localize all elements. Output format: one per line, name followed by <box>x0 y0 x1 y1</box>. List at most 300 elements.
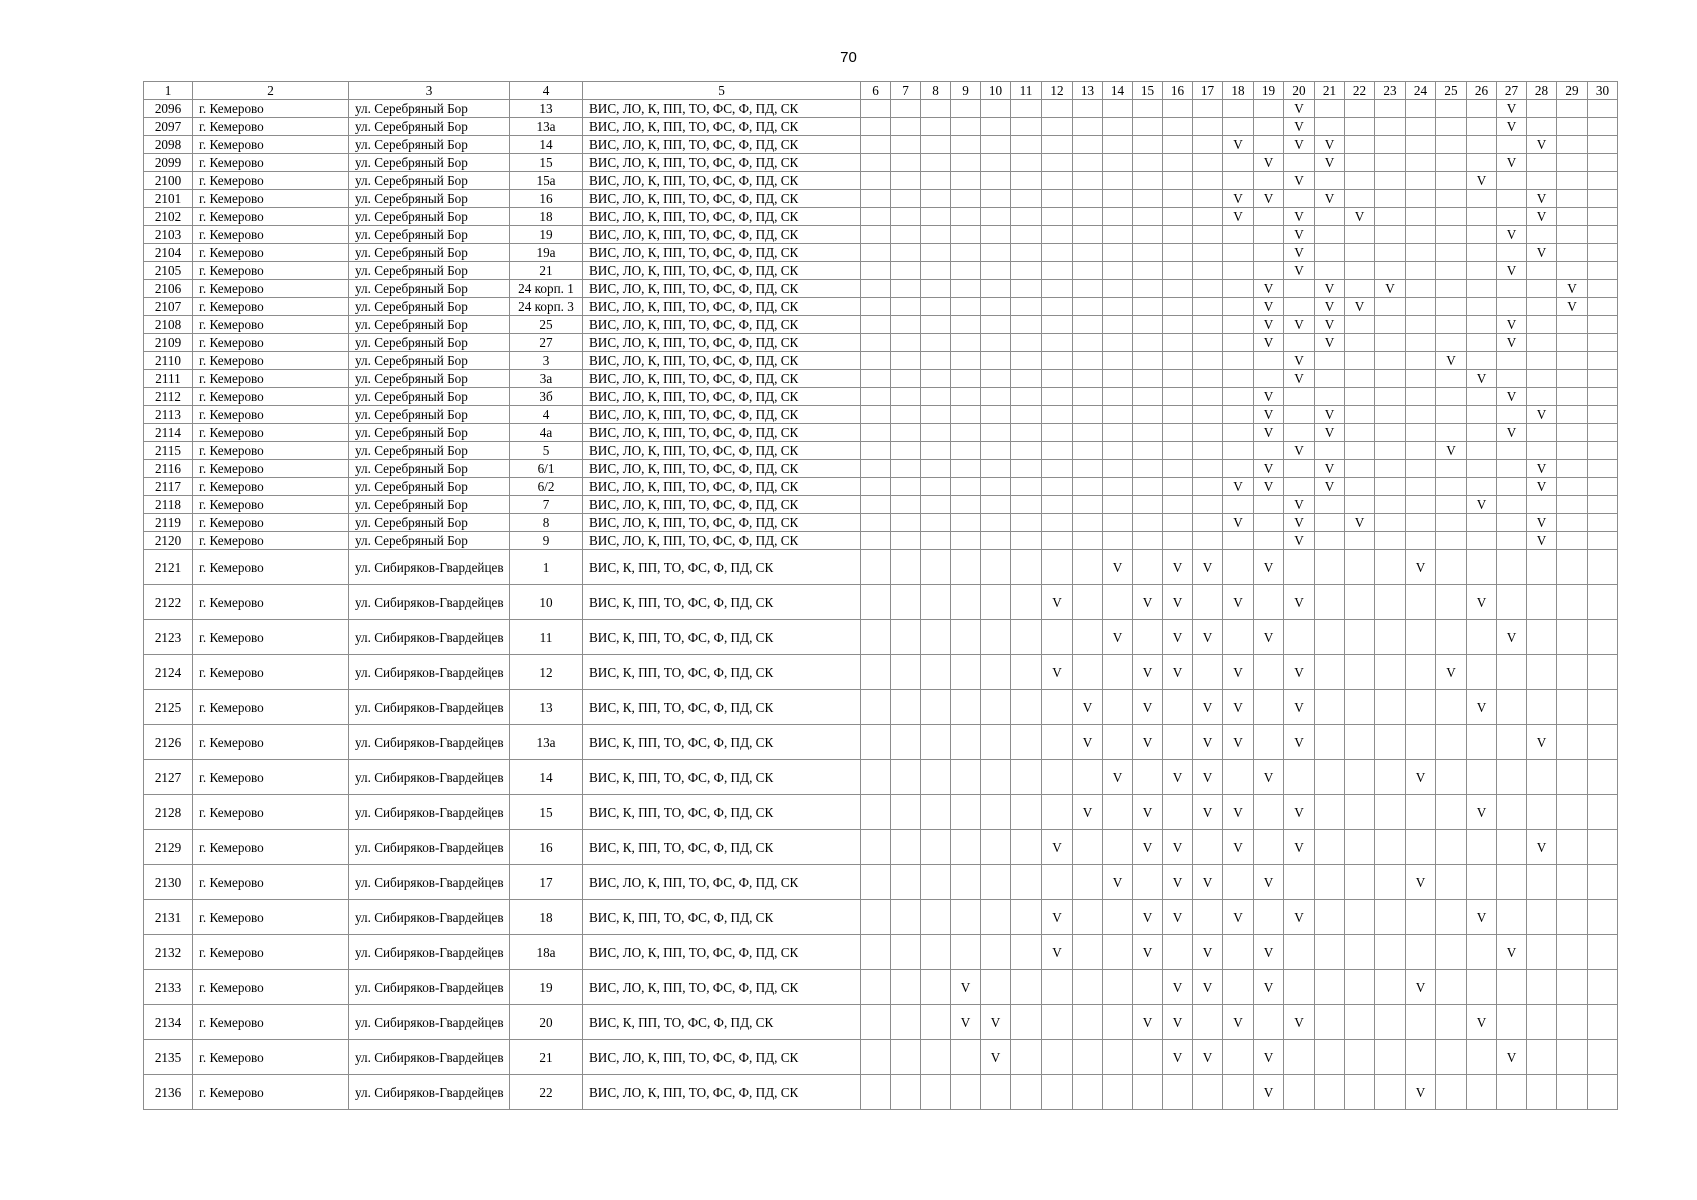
empty-cell <box>861 760 891 795</box>
empty-cell <box>1527 370 1557 388</box>
empty-cell <box>1406 830 1436 865</box>
check-mark: V <box>1497 316 1527 334</box>
empty-cell <box>1557 935 1588 970</box>
empty-cell <box>891 935 921 970</box>
empty-cell <box>951 830 981 865</box>
house-cell: 3 <box>510 352 583 370</box>
empty-cell <box>921 442 951 460</box>
row-number: 2118 <box>144 496 193 514</box>
empty-cell <box>921 424 951 442</box>
city-cell: г. Кемерово <box>193 226 349 244</box>
empty-cell <box>1011 1040 1042 1075</box>
empty-cell <box>1011 316 1042 334</box>
empty-cell <box>1011 460 1042 478</box>
table-row <box>144 532 1618 550</box>
empty-cell <box>1254 370 1284 388</box>
check-mark: V <box>1284 1005 1315 1040</box>
empty-cell <box>981 620 1011 655</box>
empty-cell <box>1073 118 1103 136</box>
empty-cell <box>1315 655 1345 690</box>
empty-cell <box>1315 550 1345 585</box>
empty-cell <box>1073 900 1103 935</box>
check-mark: V <box>1254 1075 1284 1110</box>
street-cell: ул. Сибиряков-Гвардейцев <box>349 795 510 830</box>
empty-cell <box>1133 136 1163 154</box>
empty-cell <box>1103 334 1133 352</box>
empty-cell <box>1527 655 1557 690</box>
row-number: 2122 <box>144 585 193 620</box>
house-cell: 21 <box>510 262 583 280</box>
city-cell: г. Кемерово <box>193 298 349 316</box>
check-mark: V <box>1073 690 1103 725</box>
empty-cell <box>951 496 981 514</box>
check-mark: V <box>1133 690 1163 725</box>
check-mark: V <box>1467 370 1497 388</box>
empty-cell <box>1527 154 1557 172</box>
empty-cell <box>1345 316 1375 334</box>
check-mark: V <box>1284 370 1315 388</box>
row-number: 2105 <box>144 262 193 280</box>
empty-cell <box>1406 388 1436 406</box>
empty-cell <box>1406 334 1436 352</box>
empty-cell <box>1133 1040 1163 1075</box>
empty-cell <box>981 172 1011 190</box>
empty-cell <box>1042 760 1073 795</box>
check-mark: V <box>1042 935 1073 970</box>
works-cell: ВИС, ЛО, К, ПП, ТО, ФС, Ф, ПД, СК <box>583 298 861 316</box>
empty-cell <box>1436 900 1467 935</box>
check-mark: V <box>1497 388 1527 406</box>
empty-cell <box>981 655 1011 690</box>
empty-cell <box>861 442 891 460</box>
empty-cell <box>1042 388 1073 406</box>
empty-cell <box>1375 585 1406 620</box>
check-mark: V <box>1103 760 1133 795</box>
city-cell: г. Кемерово <box>193 406 349 424</box>
empty-cell <box>1193 655 1223 690</box>
empty-cell <box>1557 550 1588 585</box>
empty-cell <box>1315 388 1345 406</box>
check-mark: V <box>1497 118 1527 136</box>
check-mark: V <box>1254 298 1284 316</box>
column-header: 7 <box>891 82 921 100</box>
empty-cell <box>861 154 891 172</box>
house-cell: 4 <box>510 406 583 424</box>
empty-cell <box>1345 690 1375 725</box>
empty-cell <box>951 298 981 316</box>
column-header: 12 <box>1042 82 1073 100</box>
empty-cell <box>891 334 921 352</box>
empty-cell <box>981 865 1011 900</box>
empty-cell <box>1527 1075 1557 1110</box>
empty-cell <box>1193 406 1223 424</box>
column-header: 1 <box>144 82 193 100</box>
row-number: 2111 <box>144 370 193 388</box>
empty-cell <box>1497 970 1527 1005</box>
empty-cell <box>1011 352 1042 370</box>
empty-cell <box>951 585 981 620</box>
table-row <box>144 725 1618 760</box>
check-mark: V <box>1315 478 1345 496</box>
check-mark: V <box>1254 388 1284 406</box>
empty-cell <box>1193 208 1223 226</box>
empty-cell <box>1467 655 1497 690</box>
empty-cell <box>1042 352 1073 370</box>
empty-cell <box>1193 460 1223 478</box>
check-mark: V <box>1497 226 1527 244</box>
empty-cell <box>1497 370 1527 388</box>
empty-cell <box>1103 190 1133 208</box>
check-mark: V <box>1223 514 1254 532</box>
street-cell: ул. Сибиряков-Гвардейцев <box>349 1005 510 1040</box>
empty-cell <box>1163 1075 1193 1110</box>
works-cell: ВИС, ЛО, К, ПП, ТО, ФС, Ф, ПД, СК <box>583 532 861 550</box>
empty-cell <box>981 970 1011 1005</box>
empty-cell <box>1073 970 1103 1005</box>
empty-cell <box>1588 970 1618 1005</box>
empty-cell <box>1527 442 1557 460</box>
empty-cell <box>1284 760 1315 795</box>
house-cell: 20 <box>510 1005 583 1040</box>
empty-cell <box>1436 406 1467 424</box>
city-cell: г. Кемерово <box>193 442 349 460</box>
empty-cell <box>1193 585 1223 620</box>
empty-cell <box>1527 424 1557 442</box>
check-mark: V <box>1254 334 1284 352</box>
column-header: 19 <box>1254 82 1284 100</box>
empty-cell <box>1497 244 1527 262</box>
empty-cell <box>1345 725 1375 760</box>
empty-cell <box>1223 244 1254 262</box>
check-mark: V <box>1133 725 1163 760</box>
empty-cell <box>921 865 951 900</box>
empty-cell <box>981 478 1011 496</box>
empty-cell <box>981 154 1011 172</box>
empty-cell <box>1163 118 1193 136</box>
empty-cell <box>1406 585 1436 620</box>
empty-cell <box>951 550 981 585</box>
empty-cell <box>1223 1040 1254 1075</box>
empty-cell <box>1193 244 1223 262</box>
empty-cell <box>891 298 921 316</box>
empty-cell <box>1042 795 1073 830</box>
empty-cell <box>1527 100 1557 118</box>
works-cell: ВИС, ЛО, К, ПП, ТО, ФС, Ф, ПД, СК <box>583 935 861 970</box>
empty-cell <box>1223 620 1254 655</box>
empty-cell <box>1011 1075 1042 1110</box>
empty-cell <box>1103 478 1133 496</box>
check-mark: V <box>1284 100 1315 118</box>
column-header: 10 <box>981 82 1011 100</box>
empty-cell <box>1133 316 1163 334</box>
empty-cell <box>1406 496 1436 514</box>
check-mark: V <box>1497 1040 1527 1075</box>
empty-cell <box>1467 334 1497 352</box>
table-row <box>144 352 1618 370</box>
empty-cell <box>1223 496 1254 514</box>
check-mark: V <box>1315 298 1345 316</box>
empty-cell <box>1133 1075 1163 1110</box>
empty-cell <box>1163 298 1193 316</box>
empty-cell <box>1527 760 1557 795</box>
check-mark: V <box>1315 406 1345 424</box>
empty-cell <box>1103 532 1133 550</box>
empty-cell <box>921 352 951 370</box>
empty-cell <box>1467 406 1497 424</box>
empty-cell <box>1315 100 1345 118</box>
empty-cell <box>921 208 951 226</box>
empty-cell <box>1223 118 1254 136</box>
check-mark: V <box>1497 100 1527 118</box>
empty-cell <box>921 1040 951 1075</box>
table-row <box>144 208 1618 226</box>
empty-cell <box>1557 370 1588 388</box>
empty-cell <box>1467 760 1497 795</box>
empty-cell <box>1284 620 1315 655</box>
table-row <box>144 226 1618 244</box>
check-mark: V <box>981 1040 1011 1075</box>
empty-cell <box>1588 760 1618 795</box>
empty-cell <box>1527 334 1557 352</box>
row-number: 2116 <box>144 460 193 478</box>
empty-cell <box>1557 478 1588 496</box>
empty-cell <box>1497 460 1527 478</box>
empty-cell <box>1375 478 1406 496</box>
check-mark: V <box>1133 585 1163 620</box>
check-mark: V <box>1315 190 1345 208</box>
empty-cell <box>1375 442 1406 460</box>
empty-cell <box>1345 478 1375 496</box>
row-number: 2108 <box>144 316 193 334</box>
empty-cell <box>1073 316 1103 334</box>
table-row <box>144 496 1618 514</box>
empty-cell <box>1467 280 1497 298</box>
city-cell: г. Кемерово <box>193 830 349 865</box>
empty-cell <box>1406 460 1436 478</box>
empty-cell <box>1467 244 1497 262</box>
empty-cell <box>1223 406 1254 424</box>
empty-cell <box>1284 298 1315 316</box>
works-cell: ВИС, ЛО, К, ПП, ТО, ФС, Ф, ПД, СК <box>583 478 861 496</box>
check-mark: V <box>1163 620 1193 655</box>
house-cell: 17 <box>510 865 583 900</box>
empty-cell <box>1133 100 1163 118</box>
empty-cell <box>1133 262 1163 280</box>
table-row <box>144 334 1618 352</box>
empty-cell <box>1011 865 1042 900</box>
empty-cell <box>1588 1005 1618 1040</box>
empty-cell <box>921 795 951 830</box>
empty-cell <box>1073 460 1103 478</box>
empty-cell <box>1527 352 1557 370</box>
table-row <box>144 585 1618 620</box>
works-cell: ВИС, К, ПП, ТО, ФС, Ф, ПД, СК <box>583 620 861 655</box>
empty-cell <box>1223 550 1254 585</box>
empty-cell <box>1193 370 1223 388</box>
empty-cell <box>1011 226 1042 244</box>
empty-cell <box>1103 1075 1133 1110</box>
empty-cell <box>951 725 981 760</box>
column-header: 22 <box>1345 82 1375 100</box>
works-cell: ВИС, ЛО, К, ПП, ТО, ФС, Ф, ПД, СК <box>583 172 861 190</box>
empty-cell <box>1436 118 1467 136</box>
empty-cell <box>1042 190 1073 208</box>
empty-cell <box>1193 316 1223 334</box>
table-row <box>144 935 1618 970</box>
empty-cell <box>1345 900 1375 935</box>
check-mark: V <box>1436 655 1467 690</box>
empty-cell <box>1497 136 1527 154</box>
empty-cell <box>861 725 891 760</box>
empty-cell <box>921 100 951 118</box>
empty-cell <box>1375 620 1406 655</box>
empty-cell <box>1588 298 1618 316</box>
empty-cell <box>1133 280 1163 298</box>
empty-cell <box>1011 760 1042 795</box>
empty-cell <box>921 900 951 935</box>
empty-cell <box>951 532 981 550</box>
check-mark: V <box>1193 795 1223 830</box>
empty-cell <box>1133 406 1163 424</box>
empty-cell <box>951 172 981 190</box>
empty-cell <box>981 830 1011 865</box>
row-number: 2126 <box>144 725 193 760</box>
empty-cell <box>1588 1040 1618 1075</box>
empty-cell <box>1436 865 1467 900</box>
empty-cell <box>1527 935 1557 970</box>
empty-cell <box>921 136 951 154</box>
check-mark: V <box>1193 725 1223 760</box>
empty-cell <box>1103 118 1133 136</box>
empty-cell <box>1588 514 1618 532</box>
table-row <box>144 406 1618 424</box>
empty-cell <box>1103 262 1133 280</box>
check-mark: V <box>1163 1040 1193 1075</box>
empty-cell <box>1254 100 1284 118</box>
table-row <box>144 118 1618 136</box>
row-number: 2109 <box>144 334 193 352</box>
empty-cell <box>1527 280 1557 298</box>
empty-cell <box>1497 514 1527 532</box>
empty-cell <box>981 280 1011 298</box>
empty-cell <box>1103 172 1133 190</box>
city-cell: г. Кемерово <box>193 935 349 970</box>
empty-cell <box>1103 208 1133 226</box>
empty-cell <box>1163 935 1193 970</box>
city-cell: г. Кемерово <box>193 585 349 620</box>
empty-cell <box>1436 830 1467 865</box>
row-number: 2114 <box>144 424 193 442</box>
works-cell: ВИС, К, ПП, ТО, ФС, Ф, ПД, СК <box>583 830 861 865</box>
empty-cell <box>1375 725 1406 760</box>
empty-cell <box>981 496 1011 514</box>
empty-cell <box>1588 388 1618 406</box>
row-number: 2102 <box>144 208 193 226</box>
row-number: 2130 <box>144 865 193 900</box>
street-cell: ул. Серебряный Бор <box>349 226 510 244</box>
check-mark: V <box>1467 900 1497 935</box>
empty-cell <box>1163 388 1193 406</box>
empty-cell <box>1193 1005 1223 1040</box>
empty-cell <box>1527 620 1557 655</box>
empty-cell <box>1193 100 1223 118</box>
street-cell: ул. Серебряный Бор <box>349 478 510 496</box>
empty-cell <box>1436 620 1467 655</box>
check-mark: V <box>1103 620 1133 655</box>
empty-cell <box>1133 865 1163 900</box>
empty-cell <box>921 460 951 478</box>
empty-cell <box>1375 424 1406 442</box>
works-cell: ВИС, К, ПП, ТО, ФС, Ф, ПД, СК <box>583 760 861 795</box>
empty-cell <box>1073 1040 1103 1075</box>
empty-cell <box>1588 190 1618 208</box>
empty-cell <box>1073 226 1103 244</box>
empty-cell <box>1588 316 1618 334</box>
check-mark: V <box>1406 1075 1436 1110</box>
table-row <box>144 370 1618 388</box>
empty-cell <box>1406 795 1436 830</box>
empty-cell <box>861 226 891 244</box>
empty-cell <box>1073 585 1103 620</box>
empty-cell <box>1103 136 1133 154</box>
street-cell: ул. Серебряный Бор <box>349 388 510 406</box>
empty-cell <box>1375 298 1406 316</box>
empty-cell <box>921 298 951 316</box>
empty-cell <box>1497 298 1527 316</box>
empty-cell <box>1073 100 1103 118</box>
empty-cell <box>1375 514 1406 532</box>
check-mark: V <box>1527 244 1557 262</box>
empty-cell <box>921 1075 951 1110</box>
empty-cell <box>981 262 1011 280</box>
empty-cell <box>861 496 891 514</box>
row-number: 2128 <box>144 795 193 830</box>
empty-cell <box>1042 865 1073 900</box>
empty-cell <box>1011 424 1042 442</box>
house-cell: 18 <box>510 900 583 935</box>
empty-cell <box>1073 406 1103 424</box>
check-mark: V <box>1103 865 1133 900</box>
empty-cell <box>1223 532 1254 550</box>
table-row <box>144 298 1618 316</box>
empty-cell <box>1011 406 1042 424</box>
empty-cell <box>1011 585 1042 620</box>
empty-cell <box>861 352 891 370</box>
column-header: 6 <box>861 82 891 100</box>
empty-cell <box>861 935 891 970</box>
city-cell: г. Кемерово <box>193 478 349 496</box>
empty-cell <box>951 760 981 795</box>
empty-cell <box>1588 118 1618 136</box>
empty-cell <box>1345 532 1375 550</box>
works-cell: ВИС, ЛО, К, ПП, ТО, ФС, Ф, ПД, СК <box>583 1075 861 1110</box>
empty-cell <box>1375 406 1406 424</box>
empty-cell <box>1193 1075 1223 1110</box>
empty-cell <box>1254 226 1284 244</box>
empty-cell <box>1042 208 1073 226</box>
empty-cell <box>1467 1040 1497 1075</box>
city-cell: г. Кемерово <box>193 496 349 514</box>
check-mark: V <box>1284 244 1315 262</box>
empty-cell <box>981 352 1011 370</box>
check-mark: V <box>1193 1040 1223 1075</box>
street-cell: ул. Сибиряков-Гвардейцев <box>349 725 510 760</box>
empty-cell <box>951 514 981 532</box>
check-mark: V <box>1315 334 1345 352</box>
empty-cell <box>1073 1075 1103 1110</box>
empty-cell <box>1588 334 1618 352</box>
check-mark: V <box>1042 585 1073 620</box>
